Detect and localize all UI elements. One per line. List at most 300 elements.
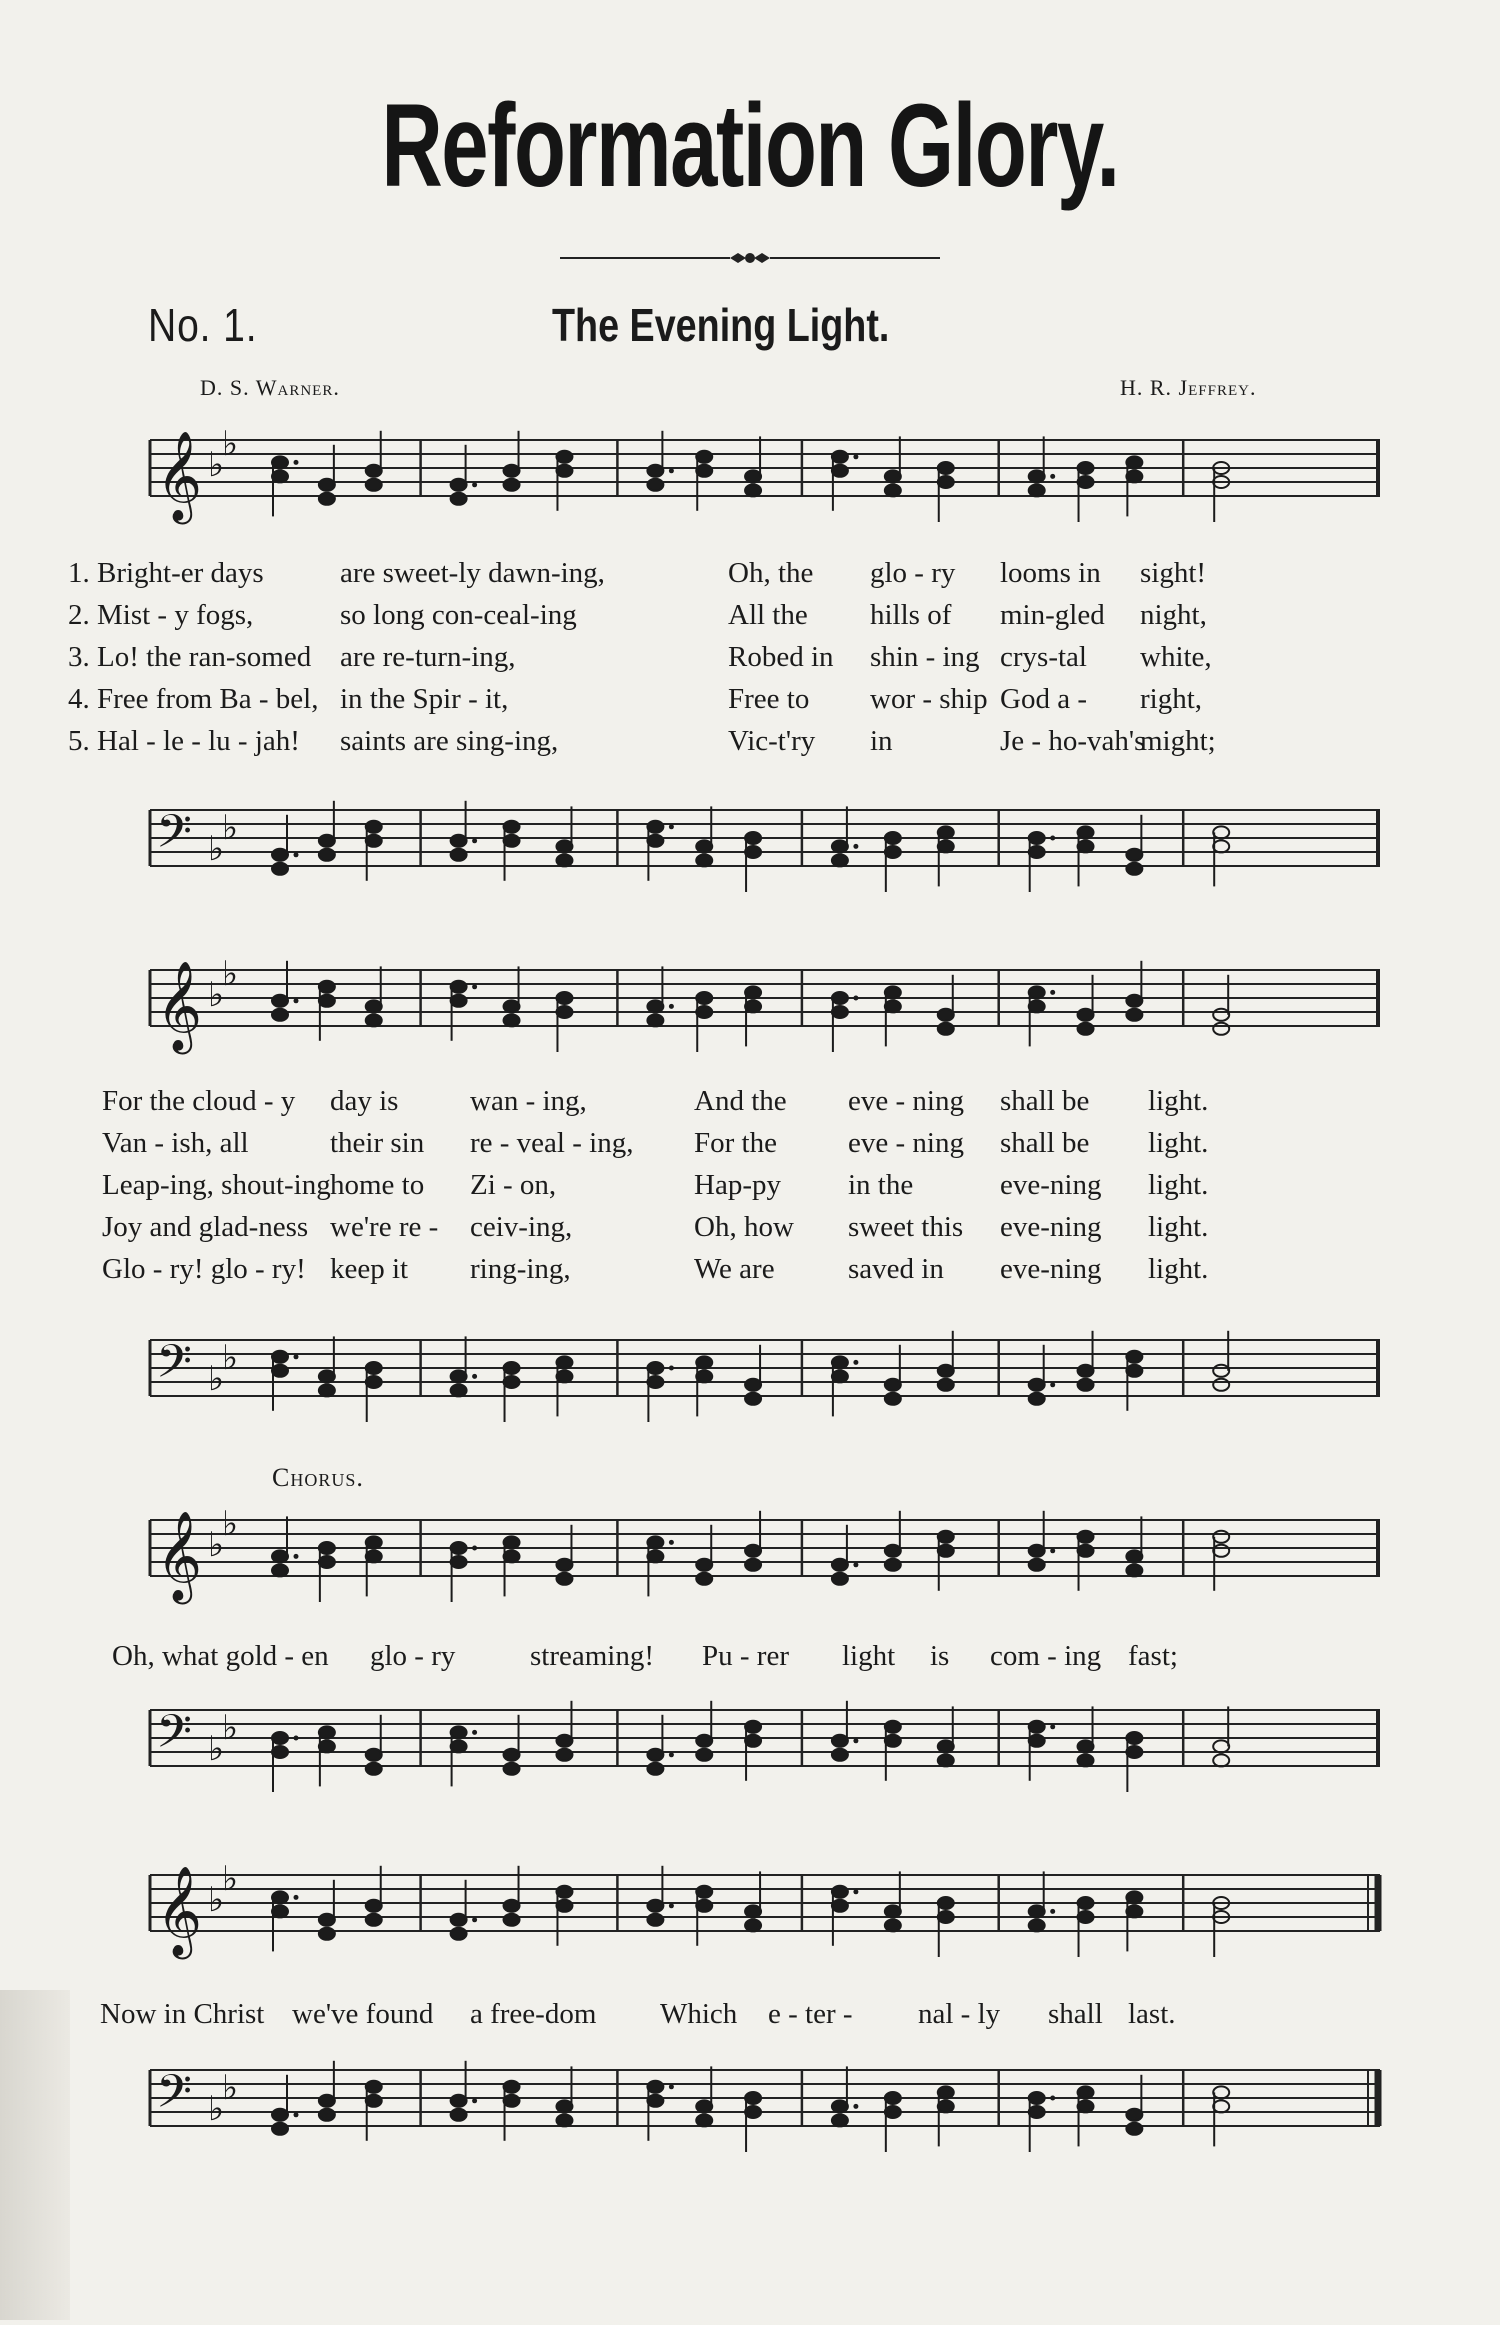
note-head — [1213, 1740, 1229, 1752]
note-head — [938, 826, 954, 838]
lyric-segment: eve-ning — [1000, 1211, 1102, 1243]
note-head — [451, 995, 467, 1007]
note-head — [504, 821, 520, 833]
lyric-segment: eve - ning — [848, 1085, 964, 1117]
lyric-segment: light. — [1148, 1127, 1209, 1159]
dot-mark — [294, 2112, 299, 2117]
refrain-line-5 — [0, 1253, 1240, 1295]
note-head — [504, 2095, 520, 2107]
note-head — [885, 2092, 901, 2104]
title-ornament — [560, 248, 940, 268]
dot-mark — [1050, 836, 1055, 841]
bass-clef-icon: 𝄢 — [156, 1705, 193, 1770]
note-head — [745, 1919, 761, 1931]
note-head — [319, 1914, 335, 1926]
lyric-segment: nal - ly — [918, 1998, 1001, 2030]
note-head — [647, 1914, 663, 1926]
dot-mark — [472, 482, 477, 487]
note-head — [504, 1362, 520, 1374]
flat-sign-icon: ♭ — [208, 1729, 225, 1769]
torn-page-edge — [0, 1990, 70, 2320]
note-head — [1029, 986, 1045, 998]
note-head — [832, 465, 848, 477]
lyric-segment: eve - ning — [848, 1127, 964, 1159]
lyric-segment: Hap-py — [694, 1169, 781, 1201]
lyric-segment: We are — [694, 1253, 775, 1285]
lyric-segment: white, — [1140, 641, 1212, 673]
note-head — [1078, 1897, 1094, 1909]
treble-clef-icon: 𝄞 — [156, 1511, 203, 1601]
note-head — [1126, 849, 1142, 861]
note-head — [885, 2106, 901, 2118]
note-head — [885, 470, 901, 482]
note-head — [1126, 1351, 1142, 1363]
note-head — [366, 2095, 382, 2107]
note-head — [1126, 1365, 1142, 1377]
note-head — [832, 1735, 848, 1747]
note-head — [319, 849, 335, 861]
note-head — [1078, 1531, 1094, 1543]
note-head — [938, 2086, 954, 2098]
lyric-segment: in the — [848, 1169, 914, 1201]
note-head — [647, 1376, 663, 1388]
note-head — [1126, 456, 1142, 468]
lyric-segment: God a - — [1000, 683, 1087, 715]
lyric-segment: Joy and glad-ness — [102, 1211, 309, 1243]
note-head — [1213, 1009, 1229, 1021]
note-head — [319, 1542, 335, 1554]
note-head — [451, 1928, 467, 1940]
note-head — [1078, 1740, 1094, 1752]
note-head — [366, 835, 382, 847]
note-head — [647, 1362, 663, 1374]
note-head — [366, 1000, 382, 1012]
note-head — [504, 479, 520, 491]
lyric-segment: saved in — [848, 1253, 944, 1285]
note-head — [745, 986, 761, 998]
note-head — [1078, 462, 1094, 474]
bass-staff-1 — [150, 800, 1390, 930]
note-head — [319, 1740, 335, 1752]
note-head — [1126, 2123, 1142, 2135]
note-head — [451, 1384, 467, 1396]
note-head — [696, 1735, 712, 1747]
note-head — [1029, 1919, 1045, 1931]
note-head — [451, 835, 467, 847]
note-head — [745, 470, 761, 482]
note-head — [832, 1559, 848, 1571]
note-head — [832, 1356, 848, 1368]
lyric-segment: min-gled — [1000, 599, 1105, 631]
note-head — [556, 1749, 572, 1761]
lyric-segment: so long con-ceal-ing — [340, 599, 577, 631]
note-head — [938, 1379, 954, 1391]
dot-mark — [669, 1540, 674, 1545]
note-head — [745, 1545, 761, 1557]
note-head — [272, 849, 288, 861]
dot-mark — [853, 844, 858, 849]
note-head — [1029, 1393, 1045, 1405]
note-head — [1029, 2092, 1045, 2104]
lyric-segment: a free-dom — [470, 1998, 597, 2030]
lyric-segment: Vic-t'ry — [728, 725, 816, 757]
dot-mark — [294, 852, 299, 857]
note-head — [451, 1726, 467, 1738]
flat-sign-icon: ♭ — [222, 2068, 239, 2108]
note-head — [832, 1006, 848, 1018]
lyric-segment: light. — [1148, 1169, 1209, 1201]
note-head — [938, 1009, 954, 1021]
note-head — [696, 1573, 712, 1585]
note-head — [647, 479, 663, 491]
dot-mark — [853, 1360, 858, 1365]
lyric-segment: wan - ing, — [470, 1085, 587, 1117]
note-head — [1029, 846, 1045, 858]
lyricist-credit: D. S. Warner. — [200, 375, 340, 400]
treble-staff-1 — [150, 424, 1390, 560]
note-head — [556, 1886, 572, 1898]
treble-staff-3 — [150, 1504, 1390, 1640]
dot-mark — [472, 1374, 477, 1379]
flat-sign-icon: ♭ — [222, 808, 239, 848]
note-head — [272, 1365, 288, 1377]
lyric-segment: looms in — [1000, 557, 1101, 589]
lyric-segment: night, — [1140, 599, 1207, 631]
lyric-segment: re - veal - ing, — [470, 1127, 634, 1159]
note-head — [1029, 832, 1045, 844]
treble-staff-4 — [150, 1859, 1390, 1995]
treble-clef-icon: 𝄞 — [156, 431, 203, 521]
note-head — [366, 1749, 382, 1761]
note-head — [832, 2114, 848, 2126]
dot-mark — [853, 454, 858, 459]
note-head — [319, 1370, 335, 1382]
note-head — [696, 465, 712, 477]
note-head — [696, 1559, 712, 1571]
note-head — [556, 1573, 572, 1585]
note-head — [745, 2106, 761, 2118]
note-head — [938, 1754, 954, 1766]
note-head — [504, 1000, 520, 1012]
refrain-line-2 — [0, 1127, 1240, 1169]
note-head — [319, 981, 335, 993]
note-head — [556, 1559, 572, 1571]
note-head — [1029, 1905, 1045, 1917]
note-head — [272, 1746, 288, 1758]
lyric-segment: shin - ing — [870, 641, 980, 673]
note-head — [366, 1550, 382, 1562]
note-head — [504, 2081, 520, 2093]
note-head — [745, 1735, 761, 1747]
lyric-segment: their sin — [330, 1127, 425, 1159]
note-head — [272, 470, 288, 482]
note-head — [696, 1749, 712, 1761]
verse-line-4 — [0, 683, 1240, 725]
note-head — [1126, 1732, 1142, 1744]
note-head — [938, 1911, 954, 1923]
flat-sign-icon: ♭ — [208, 1880, 225, 1920]
refrain-line-4 — [0, 1211, 1240, 1253]
note-head — [696, 992, 712, 1004]
note-head — [1078, 826, 1094, 838]
dot-mark — [472, 1917, 477, 1922]
note-head — [745, 1559, 761, 1571]
verse-line-5 — [0, 725, 1240, 767]
note-head — [451, 1740, 467, 1752]
dot-mark — [669, 2084, 674, 2089]
lyric-segment: And the — [694, 1085, 787, 1117]
note-head — [696, 840, 712, 852]
note-head — [1126, 995, 1142, 1007]
note-head — [504, 1550, 520, 1562]
note-head — [272, 1732, 288, 1744]
dot-mark — [294, 1354, 299, 1359]
chorus-text-1 — [0, 1998, 1240, 2040]
note-head — [366, 1014, 382, 1026]
note-head — [366, 1900, 382, 1912]
note-head — [451, 849, 467, 861]
note-head — [696, 1886, 712, 1898]
lyric-segment: 3. Lo! the ran-somed — [68, 641, 312, 673]
dot-mark — [294, 460, 299, 465]
lyric-segment: 2. Mist - y fogs, — [68, 599, 254, 631]
lyric-segment: All the — [728, 599, 808, 631]
note-head — [938, 1023, 954, 1035]
note-head — [745, 484, 761, 496]
flat-sign-icon: ♭ — [208, 2089, 225, 2129]
note-head — [504, 1014, 520, 1026]
note-head — [556, 1006, 572, 1018]
note-head — [885, 1559, 901, 1571]
note-head — [938, 1740, 954, 1752]
note-head — [696, 1370, 712, 1382]
note-head — [1029, 1545, 1045, 1557]
flat-sign-icon: ♭ — [208, 1359, 225, 1399]
note-head — [366, 2081, 382, 2093]
lyric-segment: is — [930, 1640, 950, 1672]
note-head — [885, 1393, 901, 1405]
note-head — [647, 821, 663, 833]
bass-staff-2 — [150, 1330, 1390, 1460]
refrain-line-3 — [0, 1169, 1240, 1211]
bass-staff-3 — [150, 1700, 1390, 1830]
note-head — [647, 835, 663, 847]
note-head — [1126, 2109, 1142, 2121]
note-head — [366, 821, 382, 833]
note-head — [832, 1370, 848, 1382]
treble-clef-icon: 𝄞 — [156, 961, 203, 1051]
note-head — [647, 1749, 663, 1761]
lyric-segment: light. — [1148, 1253, 1209, 1285]
lyric-segment: light — [842, 1640, 896, 1672]
note-head — [745, 1379, 761, 1391]
note-head — [556, 840, 572, 852]
dot-mark — [1050, 1548, 1055, 1553]
bass-clef-icon: 𝄢 — [156, 1335, 193, 1400]
note-head — [366, 1376, 382, 1388]
note-head — [938, 2100, 954, 2112]
book-title: Reformation Glory. — [381, 80, 1119, 212]
note-head — [1029, 2106, 1045, 2118]
note-head — [938, 840, 954, 852]
treble-staff-2 — [150, 954, 1390, 1090]
dot-mark — [472, 2098, 477, 2103]
lyric-segment: glo - ry — [870, 557, 956, 589]
dot-mark — [853, 1889, 858, 1894]
note-head — [696, 2100, 712, 2112]
lyric-segment: light. — [1148, 1211, 1209, 1243]
flat-sign-icon: ♭ — [222, 1338, 239, 1378]
note-head — [1126, 1746, 1142, 1758]
lyric-segment: home to — [330, 1169, 425, 1201]
note-head — [556, 2114, 572, 2126]
note-head — [556, 992, 572, 1004]
note-head — [556, 465, 572, 477]
composer-credit: H. R. Jeffrey. — [1120, 375, 1257, 400]
lyric-segment: we're re - — [330, 1211, 439, 1243]
lyric-segment: glo - ry — [370, 1640, 456, 1672]
note-head — [832, 854, 848, 866]
note-head — [832, 451, 848, 463]
note-head — [1029, 1559, 1045, 1571]
note-head — [1078, 1023, 1094, 1035]
note-head — [319, 1384, 335, 1396]
dot-mark — [853, 1738, 858, 1743]
bass-clef-icon: 𝄢 — [156, 2065, 193, 2130]
lyric-segment: 4. Free from Ba - bel, — [68, 683, 319, 715]
lyric-segment: fast; — [1128, 1640, 1178, 1672]
lyric-segment: 1. Bright-er days — [68, 557, 264, 589]
lyric-segment: Leap-ing, shout-ing — [102, 1169, 331, 1201]
flat-sign-icon: ♭ — [222, 1708, 239, 1748]
note-head — [745, 2092, 761, 2104]
note-head — [745, 1721, 761, 1733]
treble-clef-icon: 𝄞 — [156, 1866, 203, 1956]
lyric-segment: are re-turn-ing, — [340, 641, 516, 673]
note-head — [451, 493, 467, 505]
note-head — [1029, 1000, 1045, 1012]
lyric-segment: Je - ho-vah's — [1000, 725, 1146, 757]
lyric-segment: For the cloud - y — [102, 1085, 296, 1117]
note-head — [696, 1356, 712, 1368]
note-head — [319, 835, 335, 847]
lyric-segment: ring-ing, — [470, 1253, 571, 1285]
lyric-segment: might; — [1140, 725, 1216, 757]
chorus-text-1 — [0, 1640, 1240, 1682]
note-head — [1078, 1754, 1094, 1766]
note-head — [1213, 1754, 1229, 1766]
note-head — [1126, 1009, 1142, 1021]
lyric-segment: Oh, the — [728, 557, 814, 589]
lyric-segment: Zi - on, — [470, 1169, 557, 1201]
note-head — [319, 1928, 335, 1940]
note-head — [1126, 1564, 1142, 1576]
note-head — [647, 1550, 663, 1562]
note-head — [832, 1573, 848, 1585]
note-head — [1029, 1721, 1045, 1733]
note-head — [272, 456, 288, 468]
lyric-segment: sweet this — [848, 1211, 964, 1243]
note-head — [832, 992, 848, 1004]
note-head — [272, 1564, 288, 1576]
lyric-segment: keep it — [330, 1253, 409, 1285]
note-head — [832, 840, 848, 852]
dot-mark — [669, 1752, 674, 1757]
note-head — [556, 854, 572, 866]
note-head — [885, 1000, 901, 1012]
note-head — [1029, 1379, 1045, 1391]
lyric-segment: shall be — [1000, 1127, 1090, 1159]
note-head — [319, 1556, 335, 1568]
note-head — [504, 1914, 520, 1926]
note-head — [272, 1905, 288, 1917]
dot-mark — [472, 1546, 477, 1551]
note-head — [1213, 1379, 1229, 1391]
note-head — [504, 465, 520, 477]
lyric-segment: Oh, how — [694, 1211, 794, 1243]
note-head — [366, 479, 382, 491]
note-head — [1078, 1009, 1094, 1021]
note-head — [938, 476, 954, 488]
lyric-segment: in the Spir - it, — [340, 683, 509, 715]
note-head — [556, 1370, 572, 1382]
note-head — [451, 479, 467, 491]
note-head — [1078, 2086, 1094, 2098]
note-head — [1126, 1905, 1142, 1917]
note-head — [938, 1365, 954, 1377]
lyric-segment: Van - ish, all — [102, 1127, 249, 1159]
lyric-segment: eve-ning — [1000, 1169, 1102, 1201]
note-head — [1213, 1545, 1229, 1557]
note-head — [696, 1900, 712, 1912]
note-head — [272, 1351, 288, 1363]
dot-mark — [669, 824, 674, 829]
lyric-segment: sight! — [1140, 557, 1207, 589]
note-head — [451, 981, 467, 993]
note-head — [647, 1900, 663, 1912]
flat-sign-icon: ♭ — [222, 954, 239, 994]
note-head — [696, 2114, 712, 2126]
note-head — [1213, 2100, 1229, 2112]
flat-sign-icon: ♭ — [208, 975, 225, 1015]
lyric-segment: Which — [660, 1998, 738, 2030]
note-head — [647, 1763, 663, 1775]
note-head — [272, 2123, 288, 2135]
flat-sign-icon: ♭ — [222, 1859, 239, 1899]
note-head — [451, 2109, 467, 2121]
note-head — [319, 995, 335, 1007]
note-head — [885, 1379, 901, 1391]
note-head — [696, 451, 712, 463]
note-head — [832, 1886, 848, 1898]
note-head — [272, 1550, 288, 1562]
bass-staff-4 — [150, 2060, 1390, 2190]
note-head — [319, 2109, 335, 2121]
note-head — [504, 1763, 520, 1775]
lyric-segment: shall be — [1000, 1085, 1090, 1117]
refrain-line-1 — [0, 1085, 1240, 1127]
note-head — [1078, 1365, 1094, 1377]
note-head — [745, 1393, 761, 1405]
note-head — [1029, 1735, 1045, 1747]
lyric-segment: eve-ning — [1000, 1253, 1102, 1285]
note-head — [832, 1749, 848, 1761]
note-head — [366, 465, 382, 477]
flat-sign-icon: ♭ — [208, 829, 225, 869]
note-head — [745, 832, 761, 844]
note-head — [556, 1356, 572, 1368]
note-head — [504, 1376, 520, 1388]
